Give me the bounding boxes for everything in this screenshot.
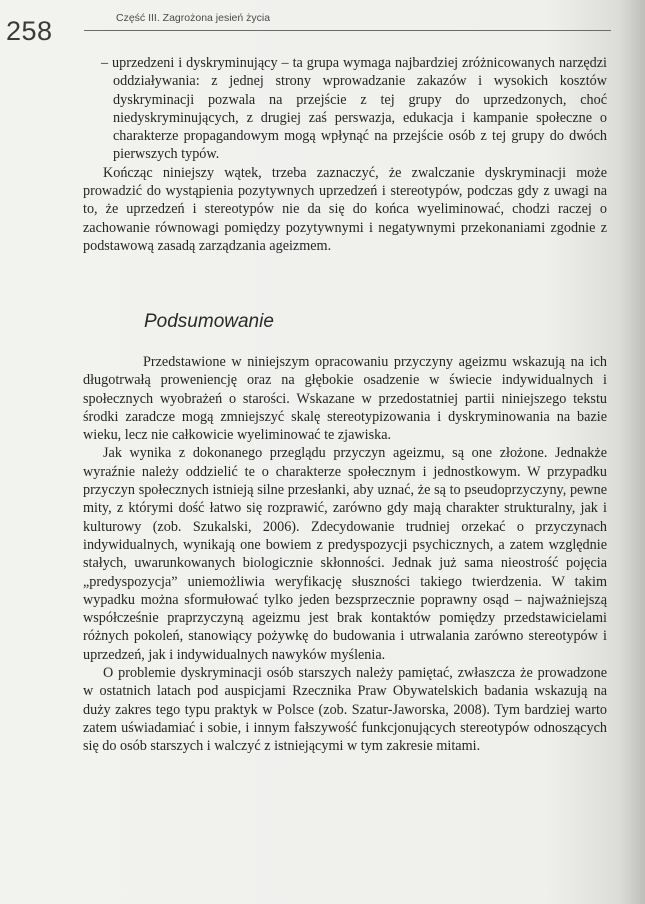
section-title: Podsumowanie <box>144 311 274 332</box>
intro-paragraph: Kończąc niniejszy wątek, trzeba zaznaczyć, że zwalczanie dyskryminacji może prowadzić do wystąpienia pozytywnych uprzedzeń i stereotypów, podczas gdy z uwagi na to, że uprzedzeń i stereotypów nie da się do końca wyeliminować, chodzi raczej o zachowanie równowagi pomiędzy pozytywnymi i negatywnymi przekonaniami zgodnie z podstawową zasadą zarządzania ageizmem. <box>83 164 607 254</box>
summary-block <box>83 353 607 756</box>
summary-paragraph-1: Przedstawione w niniejszym opracowaniu przyczyny ageizmu wskazują na ich długotrwałą proweniencję oraz na głębokie osadzenie w świecie indywidualnych i społecznych wyobrażeń o starości. Wskazane w przedostatniej partii niniejszego tekstu środki zaradcze mogą zmniejszyć skalę stereotypizowania i dyskryminowania na bazie wieku, lecz nie całkowicie wyeliminować te zjawiska. <box>83 354 607 444</box>
page-number: 258 <box>6 16 53 46</box>
header-rule <box>84 30 611 31</box>
intro-block <box>83 54 607 255</box>
summary-paragraph-2: Jak wynika z dokonanego przeglądu przyczyn ageizmu, są one złożone. Jednakże wyraźnie należy oddzielić te o charakterze społecznym i jednostkowym. W przypadku przyczyn społecznych istnieją silne przesłanki, aby uznać, że są to pseudoprzyczyny, pewne mity, z którymi dość łatwo się rozprawić, zarówno gdy mają charakter strukturalny, jak i kulturowy (zob. Szukalski, 2006). Zdecydowanie trudniej orzekać o przyczynach indywidualnych, wynikają one bowiem z predyspozycji psychicznych, a zatem względnie stałych, uwarunkowanych biologicznie skłonności. Jednak już sama nieostrość pojęcia „predyspozycja” uniemożliwia weryfikację słuszności takiego twierdzenia. W takim wypadku można sformułować tylko jeden bezsprzecznie poprawny osąd – najważniejszą współcześnie praprzyczyną ageizmu jest brak kontaktów pomiędzy przedstawicielami różnych pokoleń, stanowiący pożywkę do budowania i utrwalania zarówno stereotypów i uprzedzeń, jak i indywidualnych nawyków myślenia. <box>83 445 607 663</box>
summary-paragraph-3: O problemie dyskryminacji osób starszych należy pamiętać, zwłaszcza że prowadzone w ostatnich latach pod auspicjami Rzecznika Praw Obywatelskich badania wskazują na duży zakres tego typu praktyk w Polsce (zob. Szatur-Jaworska, 2008). Tym bardziej warto zatem uświadamiać i sobie, i innym fałszywość funkcjonujących stereotypów odnoszących się do osób starszych i walczyć z istniejącymi w tym zakresie mitami. <box>83 665 607 755</box>
running-head: Część III. Zagrożona jesień życia <box>116 12 271 24</box>
list-item: – uprzedzeni i dyskryminujący – ta grupa wymaga najbardziej zróżnicowanych narzędzi oddziaływania: z jednej strony wprowadzanie zakazów i wysokich kosztów dyskryminacji pozwala na przejście z tej grupy do uprzedzonych, choć niedyskryminujących, z drugiej zaś perswazja, edukacja i kampanie społeczne o charakterze propagandowym mogą wpłynąć na przejście osób z tej grupy do dwóch pierwszych typów. <box>101 55 607 163</box>
